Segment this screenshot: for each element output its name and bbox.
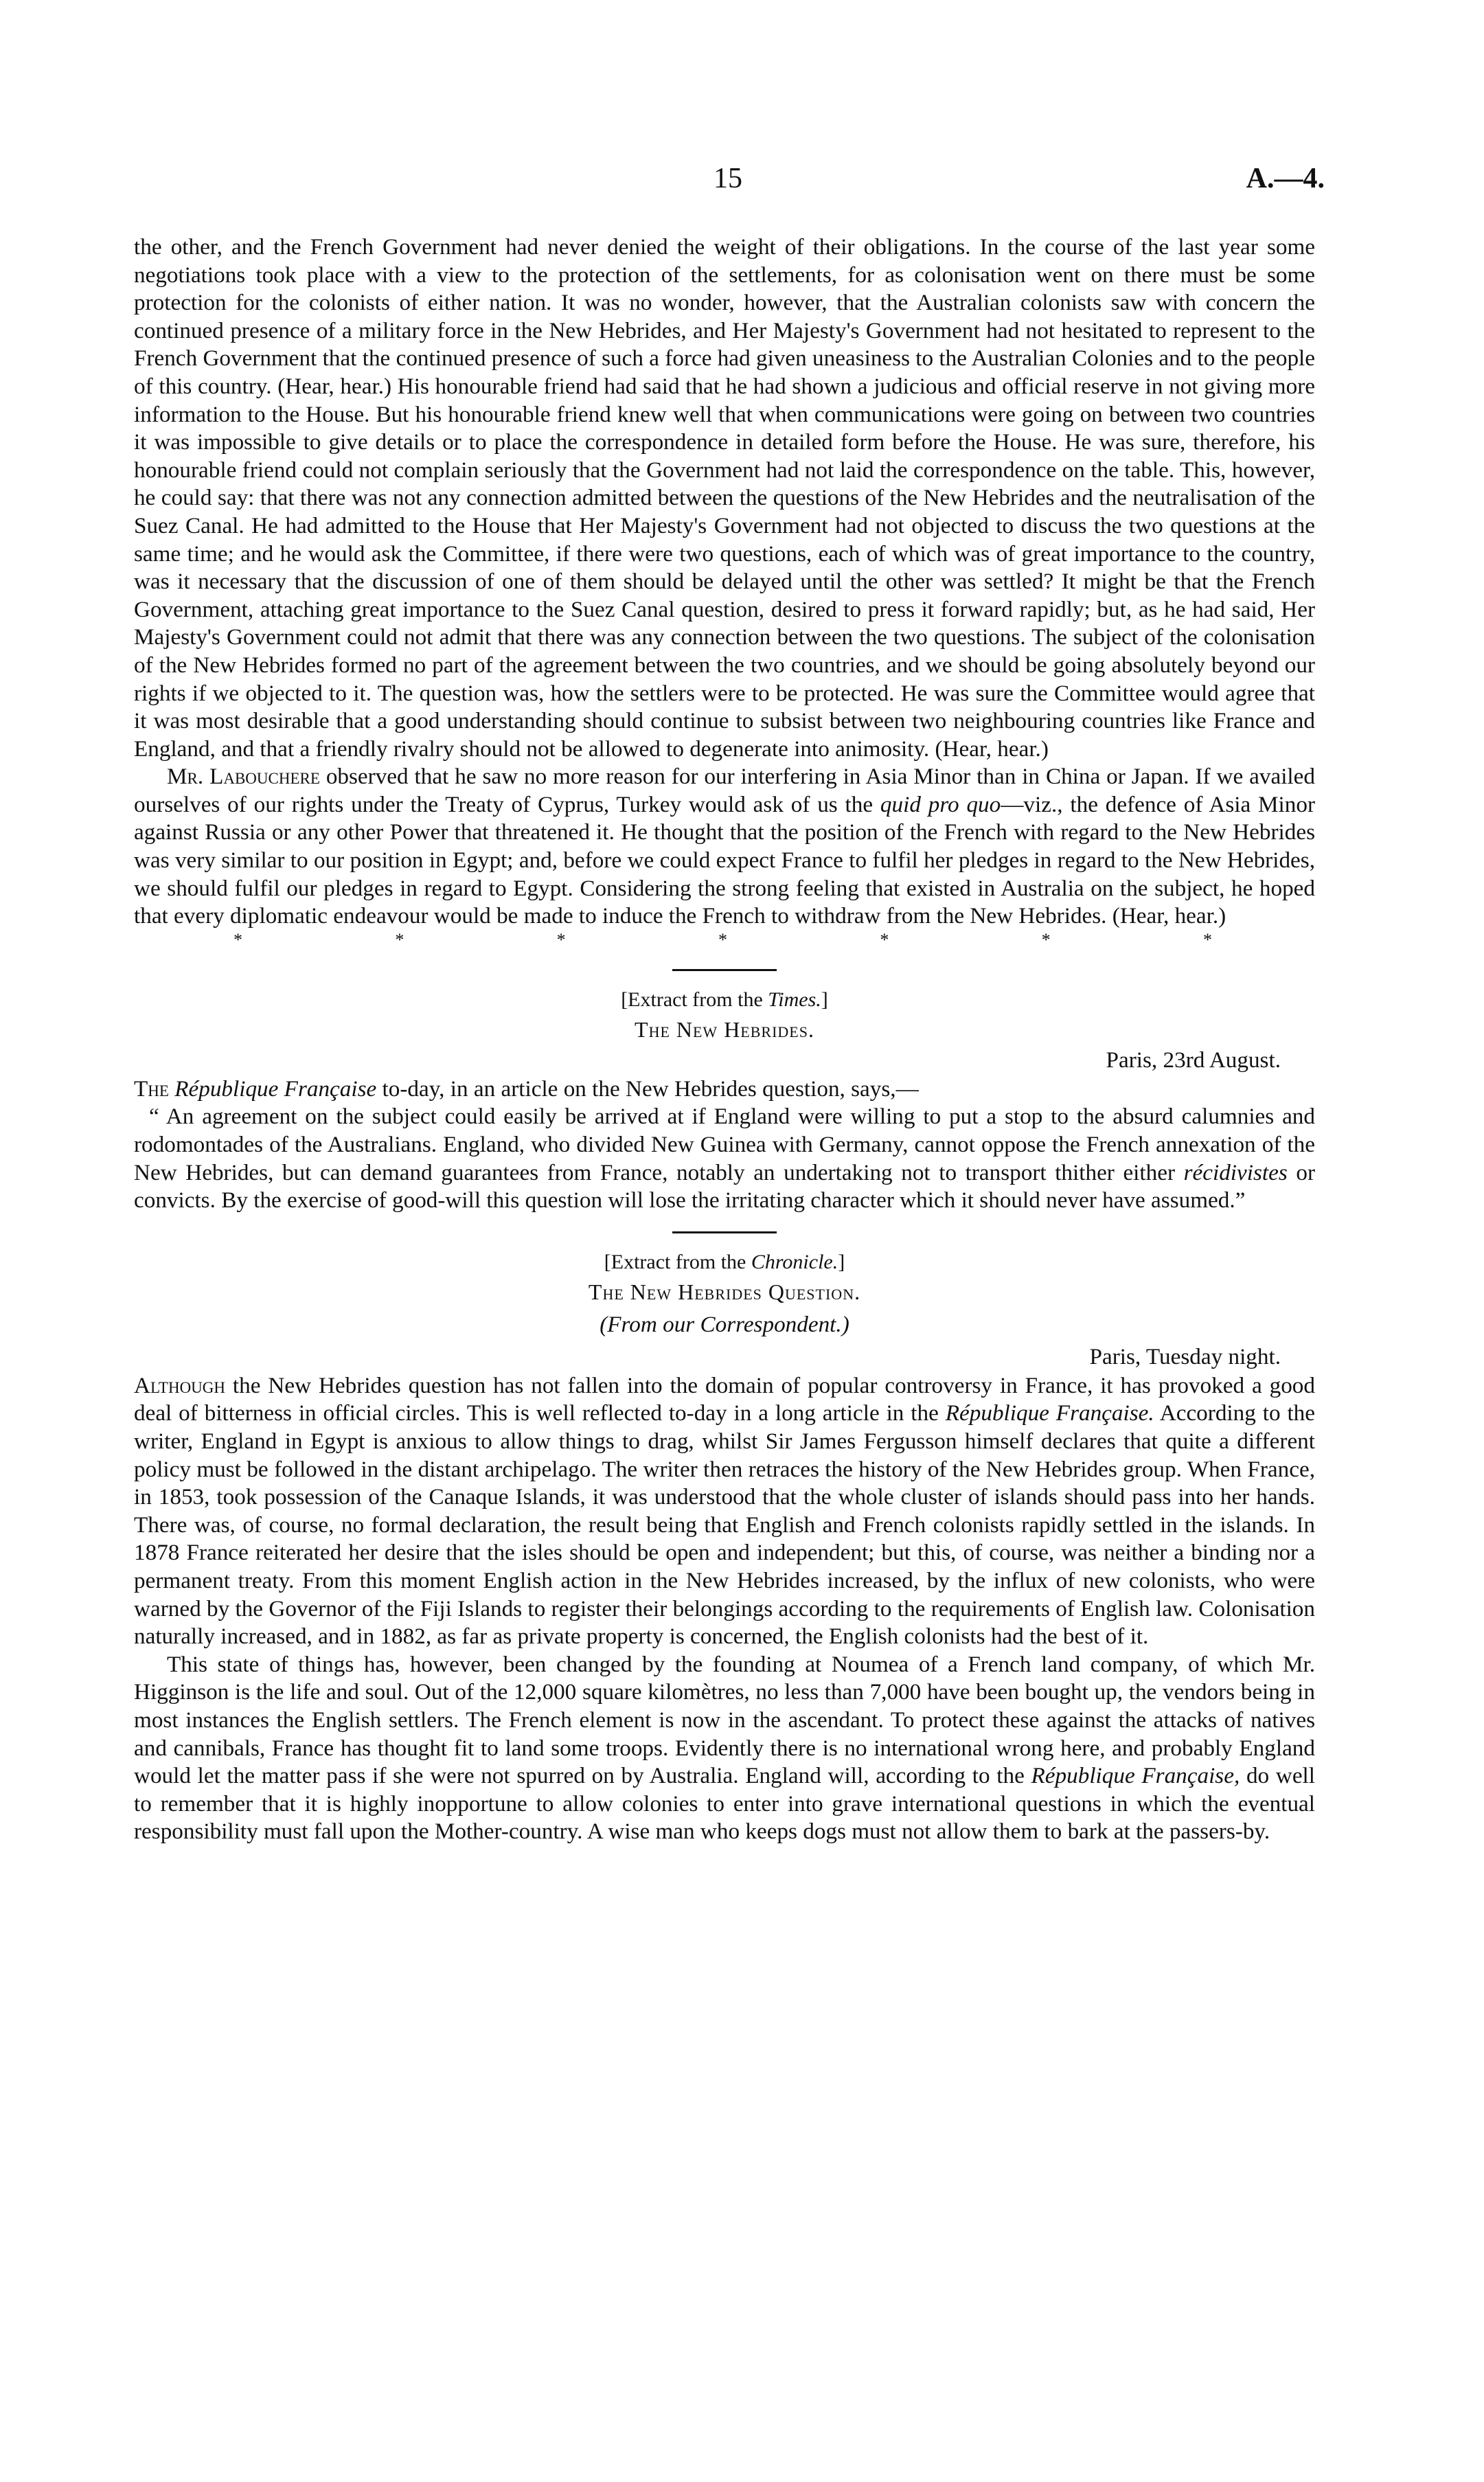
page-number: 15 — [714, 163, 742, 194]
star-mark: * — [556, 929, 566, 950]
page-header — [0, 162, 1484, 203]
chronicle-paragraph: Although the New Hebrides question has not fallen into the domain of popular controversy in France, it has provoked a good deal of bitterness in official circles. This is well reflected to-day in a long article in the République Française. According to the writer, England in Egypt is anxious to allow things to drag, whilst Sir James Fergusson himself declares that quite a different policy must be followed in the distant archipelago. The writer then retraces the history of the New Hebrides group. When France, in 1853, took possession of the Canaque Islands, it was understood that the whole cluster of islands should pass into her hands. There was, of course, no formal declaration, the result being that English and French colonists rapidly settled in the islands. In 1878 France reiterated her desire that the isles should be open and independent; but this, of course, was neither a binding nor a permanent treaty. From this moment English action in the New Hebrides increased, by the influx of new colonists, who were warned by the Governor of the Fiji Islands to register their belongings according to the requirements of English law. Colonisation naturally increased, and in 1882, as far as private property is concerned, the English colonists had the best of it. — [134, 1372, 1315, 1650]
star-mark: * — [1041, 929, 1051, 950]
chronicle-extract-title: The New Hebrides Question. — [588, 1279, 861, 1304]
chronicle-extract-source: [Extract from the Chronicle.] — [604, 1250, 845, 1273]
star-mark: * — [233, 929, 242, 950]
star-mark: * — [718, 929, 727, 950]
latin-phrase: quid pro quo — [880, 791, 1001, 817]
section-divider — [672, 969, 777, 971]
chronicle-subtitle: (From our Correspondent.) — [600, 1311, 849, 1337]
star-mark: * — [1202, 929, 1212, 950]
star-mark: * — [880, 929, 889, 950]
times-extract-source: [Extract from the Times.] — [621, 988, 828, 1011]
times-lead-paragraph: The République Française to-day, in an article on the New Hebrides question, says,— — [134, 1075, 919, 1102]
star-mark: * — [395, 929, 404, 950]
times-dateline: Paris, 23rd August. — [1106, 1047, 1281, 1073]
times-extract-title: The New Hebrides. — [635, 1016, 814, 1042]
speaker-name: Mr. Labouchere — [167, 764, 320, 790]
section-divider — [672, 1231, 777, 1233]
section-stars — [134, 931, 1315, 953]
chronicle-paragraph: This state of things has, however, been changed by the founding at Noumea of a French land company, of which Mr. Higginson is the life and soul. Out of the 12,000 square kilomètres, no less than 7,000 have been bought up, the vendors being in most instances the English settlers. The French element is now in the ascendant. To protect these against the attacks of natives and cannibals, France has thought fit to land some troops. Evidently there is no international wrong here, and probably England would let the matter pass if she were not spurred on by Australia. England will, according to the République Française, do well to remember that it is highly inopportune to allow colonies to enter into grave international questions in which the eventual responsibility must fall upon the Mother-country. A wise man who keeps dogs must not allow them to bark at the passers-by. — [134, 1651, 1315, 1845]
debate-paragraph: the other, and the French Government had never denied the weight of their obligations. In the course of the last year some negotiations took place with a view to the protection of the settlements, for as colonisation went on there must be some protection for the colonists of either nation. It was no wonder, however, that the Australian colonists saw with concern the continued presence of a military force in the New Hebrides, and Her Majesty's Government had not hesitated to represent to the French Government that the continued presence of such a force had given uneasiness to the Australian Colonies and to the people of this country. (Hear, hear.) His honourable friend had said that he had shown a judicious and official reserve in not giving more information to the House. But his honourable friend knew well that when communications were going on between two countries it was impossible to give details or to place the correspondence in detailed form before the House. He was sure, therefore, his honourable friend could not complain seriously that the Government had not laid the correspondence on the table. This, however, he could say: that there was not any connection admitted between the questions of the New Hebrides and the neutralisation of the Suez Canal. He had admitted to the House that Her Majesty's Government had not objected to discuss the two questions at the same time; and he would ask the Committee, if there were two questions, each of which was of great importance to the country, was it necessary that the discussion of one of them should be delayed until the other was settled? It might be that the French Government, attaching great importance to the Suez Canal question, desired to press it forward rapidly; but, as he had said, Her Majesty's Government could not admit that there was any connection between the two questions. The subject of the colonisation of the New Hebrides formed no part of the agreement between the two countries, and we should be going absolutely beyond our rights if we objected to it. The question was, how the settlers were to be protected. He was sure the Committee would agree that it was most desirable that a good understanding should continue to subsist between two neighbouring countries like France and England, and that a friendly rivalry should not be allowed to degenerate into animosity. (Hear, hear.) — [134, 234, 1315, 762]
chronicle-dateline: Paris, Tuesday night. — [1089, 1343, 1281, 1369]
times-quote-paragraph: “ An agreement on the subject could easily be arrived at if England were willing to put a stop to the absurd calumnies and rodomontades of the Australians. England, who divided New Guinea with Germany, cannot oppose the French annexation of the New Hebrides, but can demand guarantees from France, notably an undertaking not to transport thither either récidivistes or convicts. By the exercise of good-will this question will lose the irritating character which it should never have assumed.” — [134, 1104, 1315, 1214]
paper-reference: A.—4. — [1246, 163, 1325, 194]
labouchere-paragraph: Mr. Labouchere observed that he saw no more reason for our interfering in Asia Minor than in China or Japan. If we availed ourselves of our rights under the Treaty of Cyprus, Turkey would ask of us the quid pro quo—viz., the defence of Asia Minor against Russia or any other Power that threatened it. He thought that the position of the French with regard to the New Hebrides was very similar to our position in Egypt; and, before we could expect France to fulfil her pledges in regard to the New Hebrides, we should fulfil our pledges in regard to Egypt. Considering the strong feeling that existed in Australia on the subject, he hoped that every diplomatic endeavour would be made to induce the French to withdraw from the New Hebrides. (Hear, hear.) — [134, 764, 1315, 929]
body-text — [134, 234, 1315, 1846]
